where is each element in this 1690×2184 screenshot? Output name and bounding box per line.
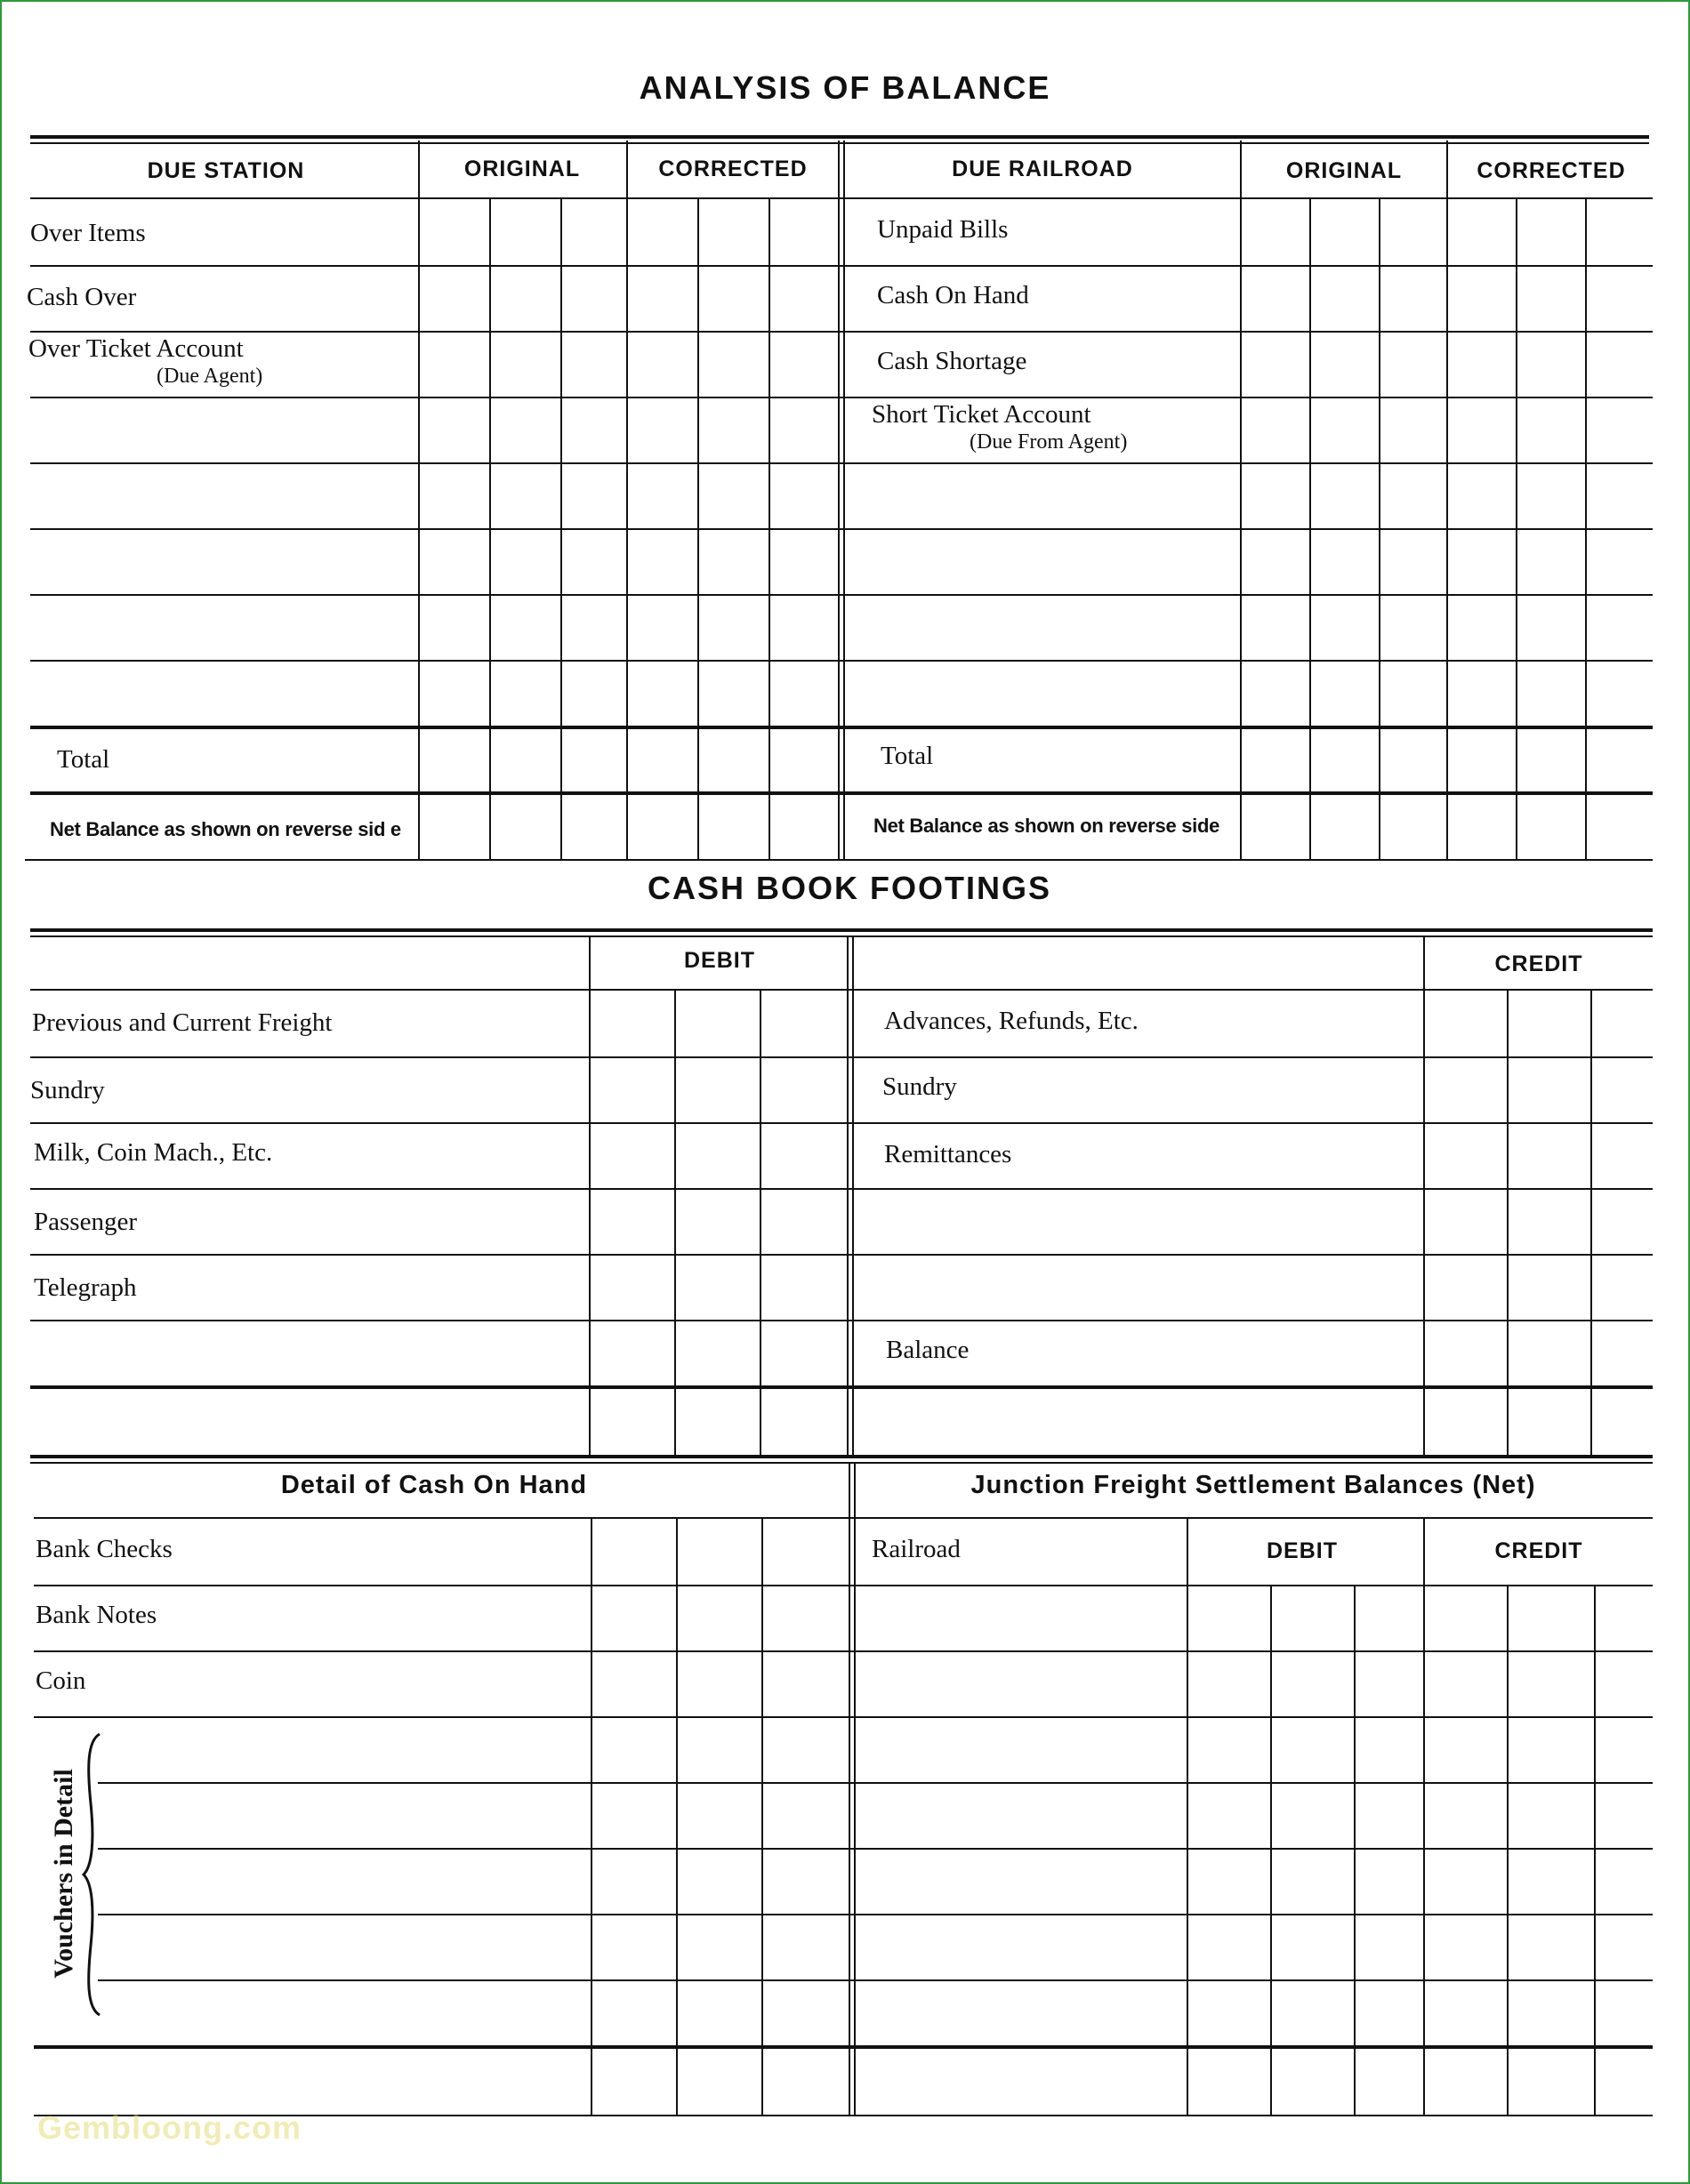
advances-refunds-label: Advances, Refunds, Etc.	[884, 1007, 1139, 1035]
cashbook-top-rule	[30, 928, 1653, 937]
analysis-col-line	[626, 141, 628, 859]
cash-over-label: Cash Over	[27, 283, 137, 311]
detail-row-line	[98, 1782, 1653, 1784]
cashbook-col-line	[589, 935, 591, 1455]
cashbook-col-line	[760, 989, 761, 1455]
debit-header: DEBIT	[684, 948, 755, 973]
coin-label: Coin	[36, 1666, 86, 1695]
detail-col-line	[1594, 1585, 1596, 2115]
cashbook-title: CASH BOOK FOOTINGS	[647, 870, 1051, 906]
detail-col-line	[591, 1517, 592, 2115]
corrected-header-left: CORRECTED	[658, 157, 808, 181]
cashbook-col-line	[1423, 935, 1425, 1455]
detail-row-line	[98, 1848, 1653, 1850]
detail-col-line	[761, 1517, 763, 2115]
cash-shortage-label: Cash Shortage	[877, 347, 1027, 375]
detail-row-line	[34, 1716, 1653, 1718]
analysis-col-line	[560, 197, 562, 859]
cashbook-row-line	[30, 1320, 1653, 1321]
milk-coin-label: Milk, Coin Mach., Etc.	[34, 1138, 273, 1167]
detail-row-line	[34, 1585, 1653, 1586]
balance-label: Balance	[886, 1336, 970, 1364]
junction-debit-header: DEBIT	[1267, 1538, 1338, 1563]
detail-row-line	[98, 1914, 1653, 1915]
analysis-bottom-rule	[25, 859, 1653, 861]
analysis-col-line	[489, 197, 491, 859]
short-ticket-account-label: Short Ticket Account	[872, 400, 1091, 429]
analysis-col-line	[697, 197, 699, 859]
cashbook-col-line	[1590, 989, 1592, 1455]
detail-col-line	[1270, 1585, 1272, 2115]
analysis-col-line	[1309, 197, 1311, 859]
vouchers-in-detail-label: Vouchers in Detail	[49, 1769, 78, 1979]
detail-col-line	[1507, 1585, 1509, 2115]
detail-cash-on-hand-title: Detail of Cash On Hand	[280, 1471, 588, 1499]
analysis-center-divider	[838, 141, 845, 859]
net-balance-left: Net Balance as shown on reverse sid e	[50, 818, 401, 840]
original-header-right: ORIGINAL	[1285, 158, 1403, 183]
original-header-left: ORIGINAL	[463, 157, 581, 181]
sundry-credit-label: Sundry	[882, 1072, 957, 1101]
analysis-col-line	[1240, 141, 1242, 859]
detail-center-divider	[849, 1464, 856, 2115]
total-label-right: Total	[881, 742, 934, 770]
unpaid-bills-label: Unpaid Bills	[877, 215, 1009, 244]
due-station-header: DUE STATION	[147, 158, 305, 183]
cashbook-header-bottom	[30, 989, 1653, 991]
cashbook-bottom-rule	[30, 1455, 1653, 1464]
credit-header: CREDIT	[1494, 951, 1583, 976]
analysis-col-line	[1516, 197, 1517, 859]
detail-total-rule	[34, 2045, 1653, 2049]
telegraph-label: Telegraph	[34, 1273, 137, 1302]
analysis-col-line	[1585, 197, 1587, 859]
detail-col-line	[1187, 1517, 1188, 2115]
detail-row-line	[98, 1979, 1653, 1981]
due-railroad-header: DUE RAILROAD	[952, 157, 1133, 181]
remittances-label: Remittances	[884, 1140, 1012, 1168]
over-items-label: Over Items	[30, 219, 146, 247]
cashbook-row-line	[30, 1254, 1653, 1256]
cash-on-hand-label: Cash On Hand	[877, 281, 1029, 309]
analysis-title: ANALYSIS OF BALANCE	[639, 69, 1051, 106]
cashbook-row-line	[30, 1056, 1653, 1058]
due-from-agent-label: (Due From Agent)	[970, 430, 1128, 454]
detail-col-line	[1354, 1585, 1356, 2115]
bank-checks-label: Bank Checks	[36, 1535, 173, 1563]
vouchers-brace-icon	[80, 1732, 107, 2017]
junction-credit-header: CREDIT	[1494, 1538, 1583, 1563]
over-ticket-account-label: Over Ticket Account	[28, 334, 244, 363]
detail-row-line	[34, 1650, 1653, 1652]
detail-col-line	[1423, 1517, 1425, 2115]
corrected-header-right: CORRECTED	[1477, 158, 1626, 183]
cashbook-row-line	[30, 1122, 1653, 1124]
junction-freight-title: Junction Freight Settlement Balances (Net)	[970, 1471, 1536, 1499]
detail-header-bottom	[34, 1517, 1653, 1519]
cashbook-balance-rule	[30, 1385, 1653, 1389]
railroad-label: Railroad	[872, 1535, 961, 1563]
total-label-left: Total	[57, 745, 110, 774]
previous-current-freight-label: Previous and Current Freight	[32, 1008, 333, 1037]
due-agent-label: (Due Agent)	[157, 365, 263, 388]
cashbook-col-line	[674, 989, 676, 1455]
analysis-col-line	[418, 141, 420, 859]
detail-col-line	[676, 1517, 678, 2115]
cashbook-col-line	[1507, 989, 1509, 1455]
analysis-col-line	[1446, 141, 1448, 859]
analysis-col-line	[1379, 197, 1380, 859]
cashbook-center-divider	[847, 935, 854, 1455]
sundry-debit-label: Sundry	[30, 1076, 105, 1104]
net-balance-right: Net Balance as shown on reverse side	[873, 815, 1220, 837]
watermark-text: Gembloong.com	[37, 2109, 302, 2146]
analysis-col-line	[769, 197, 770, 859]
passenger-label: Passenger	[34, 1208, 137, 1236]
bank-notes-label: Bank Notes	[36, 1601, 157, 1629]
cashbook-row-line	[30, 1188, 1653, 1190]
